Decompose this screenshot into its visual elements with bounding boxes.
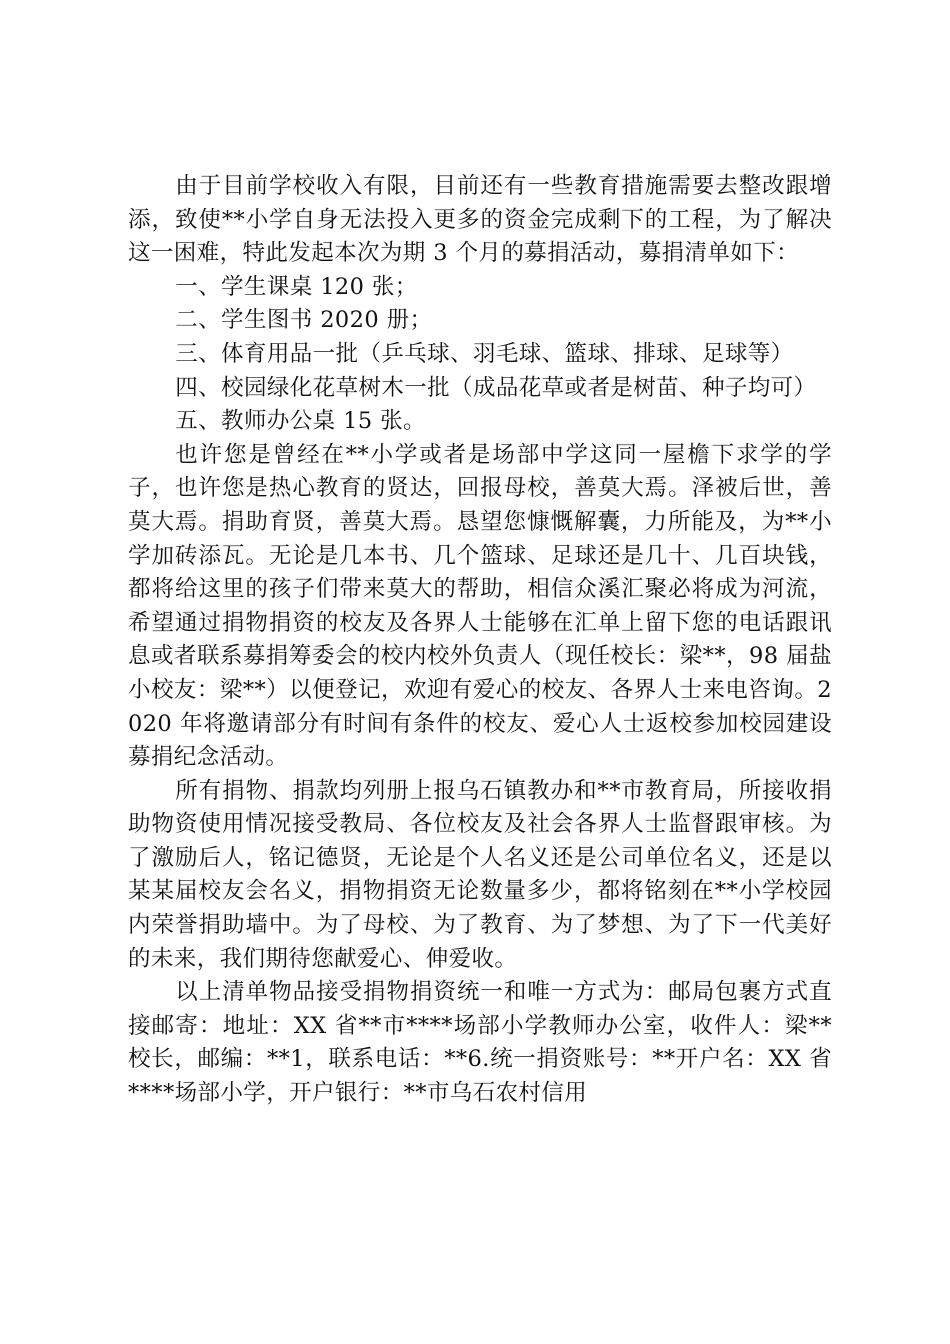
list-item-teacher-desks: 五、教师办公桌 15 张。 bbox=[175, 408, 426, 435]
paragraph-contact: 以上清单物品接受捐物捐资统一和唯一方式为：邮局包裹方式直接邮寄：地址：XX 省**市****场部小学教师办公室，收件人：梁**校长，邮编：**1，联系电话：**6.统一捐资账号：**开户名：XX 省****场部小学，开户银行：**市乌石农村信用 bbox=[128, 979, 832, 1107]
list-item-sports: 三、体育用品一批（乒乓球、羽毛球、篮球、排球、足球等） bbox=[175, 340, 794, 367]
list-item-desks: 一、学生课桌 120 张； bbox=[175, 273, 418, 300]
paragraph-appeal: 也许您是曾经在**小学或者是场部中学这同一屋檐下求学的学子，也许您是热心教育的贤达，回报母校，善莫大焉。泽被后世，善莫大焉。捐助育贤，善莫大焉。恳望您慷慨解囊，力所能及，为**小学加砖添瓦。无论是几本书、几个篮球、足球还是几十、几百块钱，都将给这里的孩子们带来莫大的帮助，相信众溪汇聚必将成为河流，希望通过捐物捐资的校友及各界人士能够在汇单上留下您的电话跟讯息或者联系募捐筹委会的校内校外负责人（现任校长：梁**，98 届盐小校友：梁**）以便登记，欢迎有爱心的校友、各界人士来电咨询。2020 年将邀请部分有时间有条件的校友、爱心人士返校参加校园建设募捐纪念活动。 bbox=[128, 441, 832, 771]
list-item-books: 二、学生图书 2020 册； bbox=[175, 307, 433, 334]
paragraph-intro: 由于目前学校收入有限，目前还有一些教育措施需要去整改跟增添，致使**小学自身无法投入更多的资金完成剩下的工程，为了解决这一困难，特此发起本次为期 3 个月的募捐活动，募捐清单如下： bbox=[128, 173, 832, 267]
document-body bbox=[128, 170, 832, 1111]
list-item-greening: 四、校园绿化花草树木一批（成品花草或者是树苗、种子均可） bbox=[175, 374, 817, 401]
paragraph-registration: 所有捐物、捐款均列册上报乌石镇教办和**市教育局，所接收捐助物资使用情况接受教局、各位校友及社会各界人士监督跟审核。为了激励后人，铭记德贤，无论是个人名义还是公司单位名义，还是以某某届校友会名义，捐物捐资无论数量多少，都将铭刻在**小学校园内荣誉捐助墙中。为了母校、为了教育、为了梦想、为了下一代美好的未来，我们期待您献爱心、伸爱收。 bbox=[128, 777, 832, 972]
